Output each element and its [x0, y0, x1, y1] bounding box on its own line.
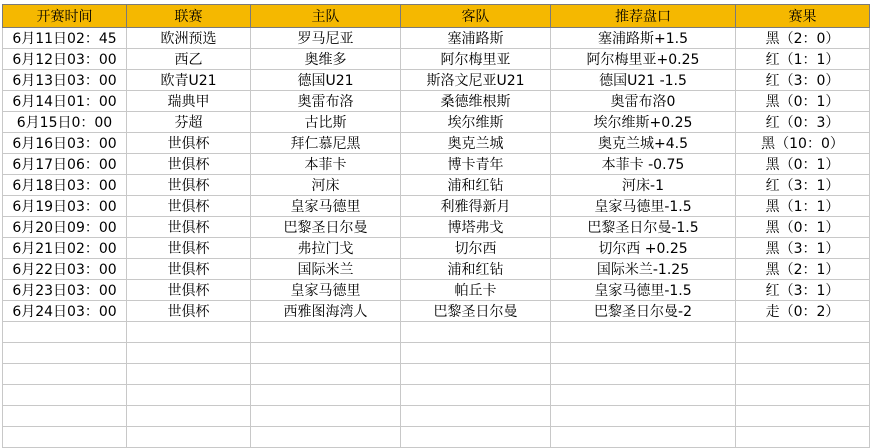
cell-result: 红（0：3）: [736, 112, 870, 133]
cell-result: 红（3：1）: [736, 280, 870, 301]
cell-empty: [251, 343, 401, 364]
cell-recommended-handicap: 奥雷布洛0: [551, 91, 736, 112]
cell-home-team: 河床: [251, 175, 401, 196]
cell-kickoff-time: 6月13日03：00: [3, 70, 127, 91]
cell-result: 黑（2：1）: [736, 259, 870, 280]
cell-recommended-handicap: 皇家马德里-1.5: [551, 196, 736, 217]
cell-home-team: 西雅图海湾人: [251, 301, 401, 322]
cell-empty: [127, 322, 251, 343]
table-row: [3, 280, 870, 301]
cell-away-team: 利雅得新月: [401, 196, 551, 217]
cell-empty: [401, 427, 551, 448]
table-row: [3, 49, 870, 70]
cell-league: 瑞典甲: [127, 91, 251, 112]
table-row: [3, 154, 870, 175]
cell-kickoff-time: 6月11日02：45: [3, 28, 127, 49]
cell-home-team: 皇家马德里: [251, 196, 401, 217]
cell-empty: [551, 364, 736, 385]
cell-home-team: 德国U21: [251, 70, 401, 91]
table-row: [3, 70, 870, 91]
cell-away-team: 浦和红钻: [401, 259, 551, 280]
cell-recommended-handicap: 巴黎圣日尔曼-1.5: [551, 217, 736, 238]
cell-empty: [401, 364, 551, 385]
cell-empty: [3, 427, 127, 448]
match-results-table: [2, 4, 870, 448]
cell-away-team: 塞浦路斯: [401, 28, 551, 49]
cell-empty: [127, 364, 251, 385]
cell-away-team: 博塔弗戈: [401, 217, 551, 238]
cell-kickoff-time: 6月17日06：00: [3, 154, 127, 175]
cell-empty: [127, 427, 251, 448]
cell-home-team: 弗拉门戈: [251, 238, 401, 259]
cell-empty: [3, 364, 127, 385]
cell-kickoff-time: 6月19日03：00: [3, 196, 127, 217]
cell-league: 世俱杯: [127, 154, 251, 175]
cell-empty: [251, 364, 401, 385]
cell-kickoff-time: 6月20日09：00: [3, 217, 127, 238]
table-row-empty: [3, 364, 870, 385]
table-row-empty: [3, 385, 870, 406]
cell-empty: [127, 385, 251, 406]
cell-recommended-handicap: 埃尔维斯+0.25: [551, 112, 736, 133]
table-row: [3, 238, 870, 259]
cell-result: 黑（0：1）: [736, 154, 870, 175]
cell-recommended-handicap: 皇家马德里-1.5: [551, 280, 736, 301]
cell-empty: [3, 406, 127, 427]
cell-empty: [551, 385, 736, 406]
cell-home-team: 拜仁慕尼黑: [251, 133, 401, 154]
cell-result: 黑（0：1）: [736, 217, 870, 238]
cell-empty: [251, 385, 401, 406]
cell-kickoff-time: 6月21日02：00: [3, 238, 127, 259]
cell-away-team: 切尔西: [401, 238, 551, 259]
table-row: [3, 133, 870, 154]
cell-empty: [736, 427, 870, 448]
cell-away-team: 斯洛文尼亚U21: [401, 70, 551, 91]
cell-empty: [736, 364, 870, 385]
cell-empty: [3, 343, 127, 364]
cell-result: 红（3：0）: [736, 70, 870, 91]
cell-home-team: 古比斯: [251, 112, 401, 133]
cell-recommended-handicap: 巴黎圣日尔曼-2: [551, 301, 736, 322]
cell-home-team: 巴黎圣日尔曼: [251, 217, 401, 238]
cell-empty: [551, 343, 736, 364]
cell-home-team: 国际米兰: [251, 259, 401, 280]
cell-empty: [127, 343, 251, 364]
cell-home-team: 罗马尼亚: [251, 28, 401, 49]
cell-away-team: 博卡青年: [401, 154, 551, 175]
cell-away-team: 浦和红钻: [401, 175, 551, 196]
cell-recommended-handicap: 阿尔梅里亚+0.25: [551, 49, 736, 70]
cell-empty: [736, 385, 870, 406]
header-away-team: 客队: [401, 5, 551, 28]
cell-empty: [251, 322, 401, 343]
cell-kickoff-time: 6月16日03：00: [3, 133, 127, 154]
cell-league: 芬超: [127, 112, 251, 133]
cell-recommended-handicap: 塞浦路斯+1.5: [551, 28, 736, 49]
cell-result: 黑（10：0）: [736, 133, 870, 154]
cell-kickoff-time: 6月15日0：00: [3, 112, 127, 133]
cell-recommended-handicap: 国际米兰-1.25: [551, 259, 736, 280]
cell-kickoff-time: 6月24日03：00: [3, 301, 127, 322]
header-recommended-handicap: 推荐盘口: [551, 5, 736, 28]
table-row: [3, 217, 870, 238]
cell-away-team: 帕丘卡: [401, 280, 551, 301]
header-kickoff-time: 开赛时间: [3, 5, 127, 28]
cell-kickoff-time: 6月14日01：00: [3, 91, 127, 112]
cell-league: 世俱杯: [127, 280, 251, 301]
cell-empty: [401, 385, 551, 406]
table-row: [3, 28, 870, 49]
cell-empty: [736, 343, 870, 364]
cell-home-team: 奥雷布洛: [251, 91, 401, 112]
header-home-team: 主队: [251, 5, 401, 28]
table-row: [3, 175, 870, 196]
cell-league: 世俱杯: [127, 175, 251, 196]
cell-result: 红（1：1）: [736, 49, 870, 70]
cell-away-team: 巴黎圣日尔曼: [401, 301, 551, 322]
cell-recommended-handicap: 河床-1: [551, 175, 736, 196]
table-row-empty: [3, 427, 870, 448]
cell-empty: [3, 385, 127, 406]
cell-home-team: 奥维多: [251, 49, 401, 70]
header-result: 赛果: [736, 5, 870, 28]
cell-recommended-handicap: 本菲卡 -0.75: [551, 154, 736, 175]
cell-away-team: 埃尔维斯: [401, 112, 551, 133]
cell-result: 黑（2：0）: [736, 28, 870, 49]
cell-league: 西乙: [127, 49, 251, 70]
cell-recommended-handicap: 切尔西 +0.25: [551, 238, 736, 259]
cell-empty: [251, 406, 401, 427]
cell-league: 世俱杯: [127, 217, 251, 238]
table-row: [3, 91, 870, 112]
cell-kickoff-time: 6月23日03：00: [3, 280, 127, 301]
table-row-empty: [3, 343, 870, 364]
table-header-row: [3, 5, 870, 28]
cell-empty: [401, 322, 551, 343]
cell-away-team: 奥克兰城: [401, 133, 551, 154]
cell-recommended-handicap: 德国U21 -1.5: [551, 70, 736, 91]
table-row-empty: [3, 322, 870, 343]
cell-league: 世俱杯: [127, 301, 251, 322]
cell-empty: [736, 322, 870, 343]
table-row: [3, 301, 870, 322]
table-row: [3, 196, 870, 217]
cell-league: 欧洲预选: [127, 28, 251, 49]
cell-league: 世俱杯: [127, 238, 251, 259]
cell-empty: [127, 406, 251, 427]
table-body: [3, 28, 870, 448]
cell-kickoff-time: 6月22日03：00: [3, 259, 127, 280]
header-league: 联赛: [127, 5, 251, 28]
cell-league: 世俱杯: [127, 259, 251, 280]
cell-empty: [401, 343, 551, 364]
cell-empty: [551, 427, 736, 448]
cell-home-team: 皇家马德里: [251, 280, 401, 301]
cell-home-team: 本菲卡: [251, 154, 401, 175]
cell-league: 欧青U21: [127, 70, 251, 91]
cell-result: 走（0：2）: [736, 301, 870, 322]
cell-kickoff-time: 6月12日03：00: [3, 49, 127, 70]
cell-away-team: 桑德维根斯: [401, 91, 551, 112]
table-row: [3, 112, 870, 133]
cell-league: 世俱杯: [127, 196, 251, 217]
cell-empty: [251, 427, 401, 448]
cell-result: 黑（1：1）: [736, 196, 870, 217]
cell-result: 黑（3：1）: [736, 238, 870, 259]
cell-empty: [401, 406, 551, 427]
cell-empty: [551, 322, 736, 343]
cell-league: 世俱杯: [127, 133, 251, 154]
cell-empty: [3, 322, 127, 343]
cell-result: 红（3：1）: [736, 175, 870, 196]
cell-recommended-handicap: 奥克兰城+4.5: [551, 133, 736, 154]
spreadsheet-sheet: [0, 4, 871, 442]
cell-empty: [551, 406, 736, 427]
cell-empty: [736, 406, 870, 427]
cell-away-team: 阿尔梅里亚: [401, 49, 551, 70]
table-row-empty: [3, 406, 870, 427]
cell-result: 黑（0：1）: [736, 91, 870, 112]
cell-kickoff-time: 6月18日03：00: [3, 175, 127, 196]
table-row: [3, 259, 870, 280]
